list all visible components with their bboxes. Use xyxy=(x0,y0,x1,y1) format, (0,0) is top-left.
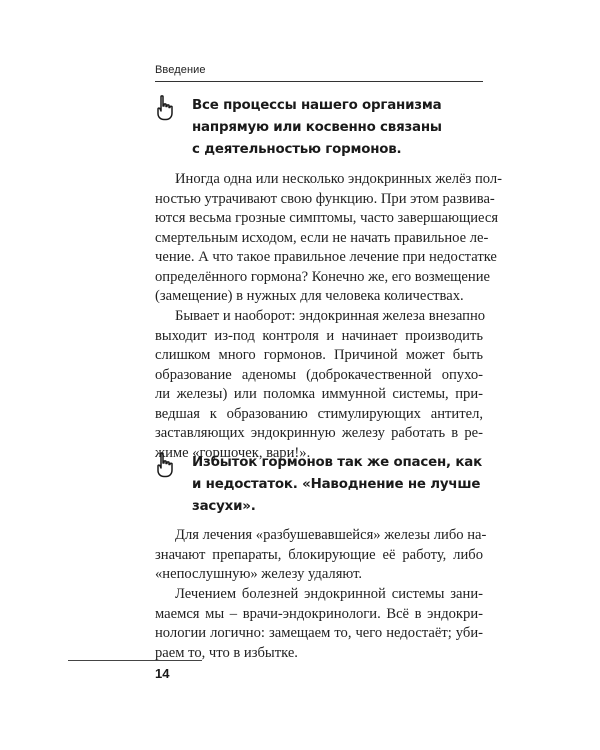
callout-box xyxy=(155,95,485,165)
text-line: «непослушную» железу удаляют. xyxy=(155,566,363,582)
text-line: выходит из-под контроля и начинает производить xyxy=(155,327,483,344)
header-divider xyxy=(155,81,483,82)
callout-line: Все процессы нашего организма xyxy=(192,98,442,113)
pointing-hand-icon xyxy=(155,95,175,121)
text-line: смертельным исходом, если не начать правильное ле- xyxy=(155,229,489,246)
text-line: жиме «горшочек, вари!». xyxy=(155,444,311,461)
text-line: нологии логично: замещаем то, чего недостаёт; уби- xyxy=(155,625,483,641)
body-paragraph xyxy=(155,585,483,663)
body-paragraph xyxy=(155,526,487,585)
callout-line: напрямую или косвенно связаны xyxy=(192,120,442,135)
section-title: Введение xyxy=(155,64,206,76)
text-line: Бывает и наоборот: эндокринная железа внезапно xyxy=(175,308,486,324)
callout-text xyxy=(192,95,492,161)
text-line: ведшая к образованию стимулирующих антител, xyxy=(155,405,483,422)
text-line: ли железы) или поломка иммунной системы, при- xyxy=(155,386,483,402)
callout-line: и недостаток. «Наводнение не лучше xyxy=(192,477,481,492)
text-line: образование аденомы (доброкачественной опухо- xyxy=(155,366,483,383)
text-line: чение. А что такое правильное лечение при недостатке xyxy=(155,249,497,265)
text-line: определённого гормона? Конечно же, его возмещение xyxy=(155,268,490,285)
text-line: маемся мы – врачи-эндокринологи. Всё в эндокри- xyxy=(155,605,483,622)
text-line: (замещение) в нужных для человека количествах. xyxy=(155,288,464,304)
body-paragraph xyxy=(155,307,486,463)
text-line: Иногда одна или несколько эндокринных желёз пол- xyxy=(175,171,503,187)
text-line: ются весьма грозные симптомы, часто завершающиеся xyxy=(155,210,499,226)
text-line: раем то, что в избытке. xyxy=(155,644,298,661)
text-line: ностью утрачивают свою функцию. При этом развива- xyxy=(155,190,495,207)
page-number: 14 xyxy=(155,666,170,681)
callout-text xyxy=(192,452,492,518)
text-line: заставляющих эндокринную железу работать в ре- xyxy=(155,425,483,441)
pointing-hand-icon xyxy=(155,452,175,478)
text-line: Лечением болезней эндокринной системы зани- xyxy=(175,586,483,602)
text-line: значают препараты, блокирующие её работу, либо xyxy=(155,546,483,563)
text-line: слишком много гормонов. Причиной может быть xyxy=(155,347,483,363)
callout-line: Избыток гормонов так же опасен, как xyxy=(192,455,483,470)
callout-line: с деятельностью гормонов. xyxy=(192,142,402,157)
callout-line: засухи». xyxy=(192,499,256,514)
body-paragraph xyxy=(155,170,503,307)
footer-divider xyxy=(68,660,202,661)
callout-box xyxy=(155,452,485,522)
text-line: Для лечения «разбушевавшейся» железы либо на- xyxy=(175,527,487,543)
